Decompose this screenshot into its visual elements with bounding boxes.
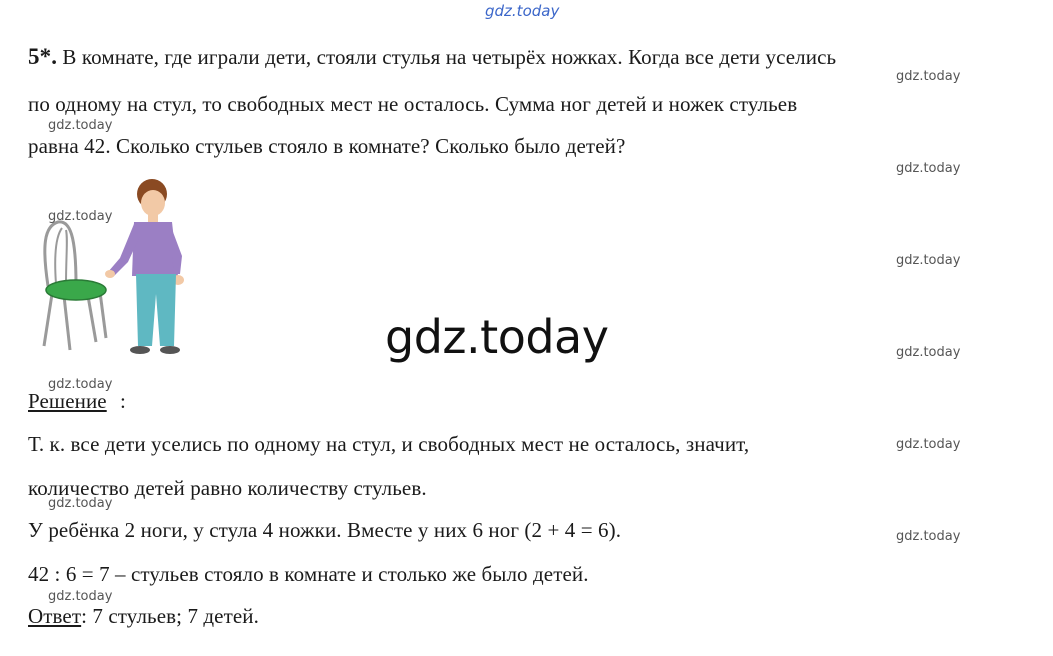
watermark-big: gdz.today — [385, 310, 609, 364]
answer-text: : 7 стульев; 7 детей. — [81, 604, 259, 628]
watermark-small: gdz.today — [896, 161, 961, 176]
solution-line-2: количество детей равно количеству стульев. — [28, 476, 427, 500]
watermark-small: gdz.today — [896, 253, 961, 268]
watermark-small: gdz.today — [48, 209, 113, 224]
problem-line-1 — [28, 44, 836, 70]
boy-and-chair-image — [36, 176, 206, 362]
watermark-top: gdz.today — [485, 2, 560, 20]
answer-label: Ответ — [28, 604, 82, 628]
watermark-small: gdz.today — [48, 589, 113, 604]
watermark-small: gdz.today — [48, 377, 113, 392]
solution-line-3: У ребёнка 2 ноги, у стула 4 ножки. Вместе у них 6 ног (2 + 4 = 6). — [28, 518, 622, 542]
watermark-small: gdz.today — [896, 69, 961, 84]
solution-line-4: 42 : 6 = 7 – стульев стояло в комнате и столько же было детей. — [28, 562, 589, 586]
boy-drawing — [105, 179, 184, 354]
watermark-small: gdz.today — [896, 345, 961, 360]
problem-number: 5*. — [28, 44, 58, 69]
problem-line-3: равна 42. Сколько стульев стояло в комнате? Сколько было детей? — [28, 134, 626, 158]
illustration — [36, 176, 206, 362]
watermark-small: gdz.today — [896, 437, 961, 452]
watermark-small: gdz.today — [896, 529, 961, 544]
problem-text-1: В комнате, где играли дети, стояли стулья на четырёх ножках. Когда все дети уселись — [62, 45, 837, 69]
solution-heading: Решение — [28, 389, 107, 413]
answer-line — [28, 604, 259, 629]
watermark-small: gdz.today — [48, 496, 113, 511]
solution-heading-colon: : — [120, 389, 126, 413]
watermark-small: gdz.today — [48, 118, 113, 133]
problem-line-2: по одному на стул, то свободных мест не осталось. Сумма ног детей и ножек стульев — [28, 92, 798, 116]
solution-line-1: Т. к. все дети уселись по одному на стул, и свободных мест не осталось, значит, — [28, 432, 750, 456]
chair-seat — [46, 280, 106, 300]
